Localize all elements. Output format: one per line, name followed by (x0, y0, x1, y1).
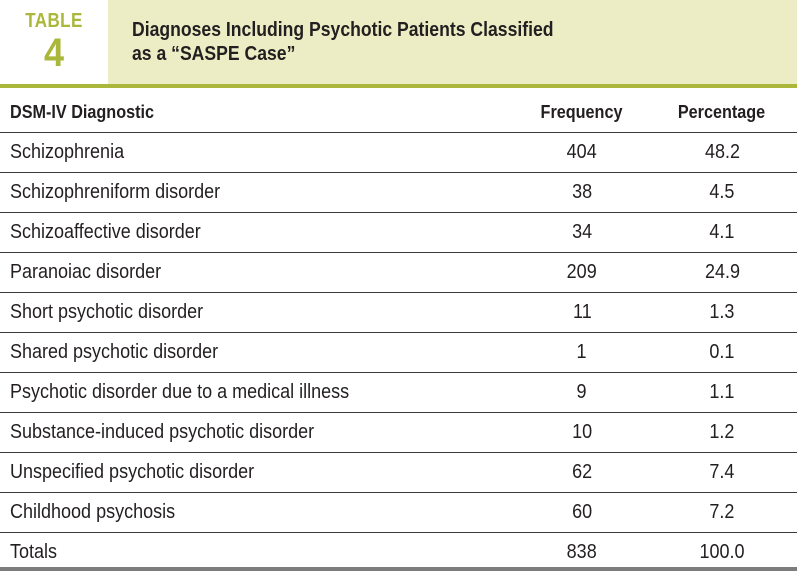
frequency-cell: 1 (517, 333, 647, 373)
percentage-cell: 4.5 (647, 173, 797, 213)
frequency-cell: 9 (517, 373, 647, 413)
table-label-number: 4 (43, 31, 65, 75)
diagnosis-cell: Schizoaffective disorder (0, 213, 517, 253)
table-row (0, 253, 797, 293)
table-row (0, 413, 797, 453)
diagnosis-cell: Unspecified psychotic disorder (0, 453, 517, 493)
percentage-cell: 4.1 (647, 213, 797, 253)
table-title-line-2: as a “SASPE Case” (132, 43, 296, 65)
percentage-cell: 1.2 (647, 413, 797, 453)
frequency-cell: 11 (517, 293, 647, 333)
diagnosis-cell: Totals (0, 533, 517, 573)
table-row (0, 133, 797, 173)
column-header-diagnostic: DSM-IV Diagnostic (10, 101, 155, 122)
column-header-percentage: Percentage (678, 101, 766, 122)
header-rule (0, 84, 797, 88)
table-row (0, 453, 797, 493)
percentage-cell: 48.2 (647, 133, 797, 173)
table-row (0, 293, 797, 333)
frequency-cell: 209 (517, 253, 647, 293)
diagnosis-cell: Schizophreniform disorder (0, 173, 517, 213)
table-title (132, 18, 554, 66)
percentage-cell: 24.9 (647, 253, 797, 293)
percentage-cell: 7.4 (647, 453, 797, 493)
table-row (0, 373, 797, 413)
diagnosis-cell: Short psychotic disorder (0, 293, 517, 333)
diagnosis-cell: Paranoiac disorder (0, 253, 517, 293)
frequency-cell: 34 (517, 213, 647, 253)
diagnosis-cell: Schizophrenia (0, 133, 517, 173)
frequency-cell: 404 (517, 133, 647, 173)
table-row (0, 173, 797, 213)
frequency-cell: 38 (517, 173, 647, 213)
table-body (0, 133, 797, 573)
frequency-cell: 62 (517, 453, 647, 493)
diagnosis-cell: Shared psychotic disorder (0, 333, 517, 373)
frequency-cell: 60 (517, 493, 647, 533)
percentage-cell: 1.3 (647, 293, 797, 333)
diagnosis-cell: Childhood psychosis (0, 493, 517, 533)
table-row (0, 333, 797, 373)
column-header-row (0, 92, 797, 133)
frequency-cell: 10 (517, 413, 647, 453)
table-row (0, 213, 797, 253)
table-title-line-1: Diagnoses Including Psychotic Patients Classified (132, 19, 554, 41)
table-header (0, 0, 797, 84)
percentage-cell: 1.1 (647, 373, 797, 413)
diagnoses-table (0, 92, 797, 572)
percentage-cell: 0.1 (647, 333, 797, 373)
table-label (0, 0, 108, 84)
percentage-cell: 7.2 (647, 493, 797, 533)
frequency-cell: 838 (517, 533, 647, 573)
bottom-rule (0, 567, 797, 571)
diagnosis-cell: Substance-induced psychotic disorder (0, 413, 517, 453)
table-label-word: TABLE (25, 10, 83, 32)
percentage-cell: 100.0 (647, 533, 797, 573)
column-header-frequency: Frequency (541, 101, 623, 122)
diagnosis-cell: Psychotic disorder due to a medical illness (0, 373, 517, 413)
table-row (0, 493, 797, 533)
title-banner (108, 0, 797, 84)
